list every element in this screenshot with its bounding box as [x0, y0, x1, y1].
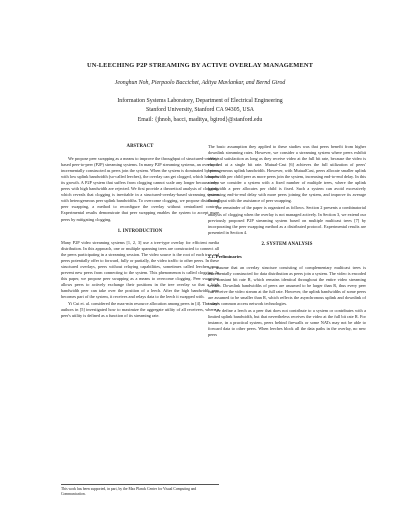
- system-analysis-heading: 2. SYSTEM ANALYSIS: [261, 241, 313, 247]
- affiliation-block: [0, 97, 400, 125]
- abstract-text: We propose peer swapping as a means to improve the throughput of structured-overlay-based peer-to-peer (P2P) streaming systems. In many P2P streaming systems, an overlay is incrementally constructed as peers join the system. When the system is dominated by peers with low uplink bandwidth (so-called leeches), the overlay can get clogged, which hampers its growth. A P2P system that suffers from clogging cannot scale any longer because even peers with high bandwidth are rejected. We first provide a theoretical analysis of clogging, which reveals that clogging is inevitable in a structured-overlay-based streaming system with heterogeneous peer uplink bandwidths. To overcome clogging, we propose distributed peer swapping, a method to reconfigure the overlay without centralized control. Experimental results demonstrate that peer swapping enables the system to accept more peers by mitigating clogging.: [61, 156, 219, 222]
- paper-authors: Jeonghun Noh, Pierpaolo Baccichet, Aditya Mavlankar, and Bernd Girod: [114, 80, 286, 86]
- affiliation-line: Information Systems Laboratory, Department of Electrical Engineering: [117, 98, 283, 104]
- right-column: [208, 144, 366, 339]
- preliminaries-heading: 2.1. Preliminaries: [208, 253, 242, 259]
- body-paragraph: We define a leech as a peer that does not contribute to a system or contributes with a limited uplink bandwidth, but that nevertheless receives the video at the full bit rate R. For instance, in a practical system, peers behind firewalls or some NATs may not be able to forward data to other peers. When leeches block all the data paths in the overlay, no new peers: [208, 308, 366, 338]
- introduction-heading: 1. INTRODUCTION: [117, 228, 163, 234]
- abstract-heading: ABSTRACT: [126, 144, 154, 149]
- intro-paragraph: Many P2P video streaming systems [1, 2, 3] use a tree-type overlay for efficient media distribution. In this approach, one or multiple spanning trees are constructed to connect all the peers participating in a streaming session. The video source is the root of each tree and peers potentially offer to forward, fully or partially, the video traffic to other peers. In these structured overlays, peers without relaying capabilities, sometimes called leeches, may prevent new peers from connecting to the system. This phenomenon is called clogging. In this paper, we propose peer swapping as a means to overcome clogging. Peer swapping allows peers to actively exchange their positions in the tree overlay so that a high bandwidth peer can take over the position of a leech. After the high bandwidth peer becomes part of the system, it receives and relays data to the leech it swapped with.: [61, 239, 219, 300]
- intro-paragraph: Yi Cui et. al. considered the max-min resource allocation among peers in [4]. The same authors in [5] investigated how to maximize the aggregate utility of all receivers, where a peer's utility is defined as a function of its streaming rate.: [61, 301, 219, 319]
- paper-title: UN-LEECHING P2P STREAMING BY ACTIVE OVERLAY MANAGEMENT: [86, 62, 314, 69]
- affiliation-email: Email: {jhnoh, bacci, maditya, bgirod}@stanford.edu: [137, 116, 263, 123]
- left-column: [61, 144, 219, 320]
- body-paragraph: The basic assumption they applied to these studies was that peers benefit from higher downlink streaming rates. However, we consider a streaming system where peers exhibit identical satisfaction as long as they receive video at the full bit rate, because the video is encoded at a single bit rate. Mutual-Cast [6] achieves the full utilization of peers' heterogeneous uplink bandwidth. However, with MutualCast, peers allocate smaller uplink bandwidth per child peer as more peers join the system, increasing end-to-end delay. In this study, we consider a system with a fixed number of multiple trees, where the uplink bandwidth a peer allocates per child is fixed. Such a system can avoid excessively increasing end-to-end delay with more peers joining the system, and improve its average throughput with the assistance of peer swapping.: [208, 144, 366, 204]
- body-paragraph: We assume that an overlay structure consisting of complementary multicast trees is incrementally constructed for data distribution as peers join a system. The video is encoded at a constant bit rate R, which remains identical throughout the entire video streaming session. Downlink bandwidths of peers are assumed to be larger than R, thus every peer can receive the video stream at the full rate. However, the uplink bandwidths of some peers are assumed to be smaller than R, which reflects the asynchronous uplink and downlink of today's common access network technologies.: [208, 264, 366, 307]
- footnote: This work has been supported, in part, by the Max Planck Center for Visual Computing and Communication.: [61, 484, 219, 497]
- affiliation-line: Stanford University, Stanford CA 94305, USA: [146, 107, 254, 114]
- body-paragraph: The remainder of the paper is organized as follows. Section 2 presents a combinatorial analysis of clogging when the overlay is not managed actively. In Section 3, we extend our previously proposed P2P streaming system based on multiple multicast trees [7] by incorporating the peer swapping method as a distributed protocol. Experimental results are presented in Section 4.: [208, 205, 366, 235]
